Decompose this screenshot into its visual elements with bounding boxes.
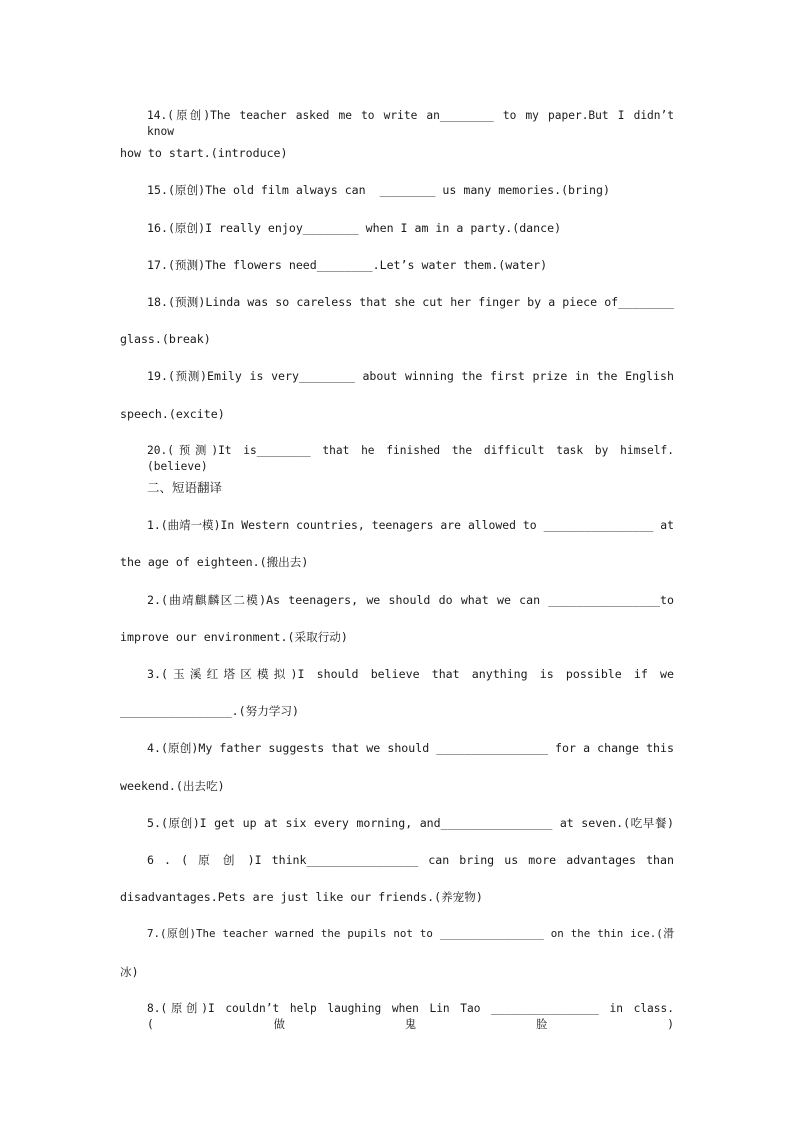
section-heading: 二、短语翻译 — [147, 480, 223, 495]
text-line: 4.(原创)My father suggests that we should ________________ for a change this — [147, 741, 674, 755]
text-line: 7.(原创)The teacher warned the pupils not to ________________ on the thin ice.(滑 — [147, 927, 674, 940]
text-line: ________________.(努力学习) — [120, 704, 299, 718]
text-line: glass.(break) — [120, 332, 211, 346]
text-line: 18.(预测)Linda was so careless that she cut her finger by a piece of________ — [147, 295, 674, 309]
text-line: 6 . ( 原 创 )I think________________ can bring us more advantages than — [147, 853, 674, 867]
text-line: 3.(玉溪红塔区模拟)I should believe that anything is possible if we — [147, 667, 674, 681]
text-line: 19.(预测)Emily is very________ about winning the first prize in the English — [147, 369, 674, 383]
text-line: weekend.(出去吃) — [120, 779, 225, 793]
text-line: the age of eighteen.(搬出去) — [120, 555, 309, 569]
text-line: 1.(曲靖一模)In Western countries, teenagers are allowed to ________________ at — [147, 518, 674, 532]
text-line: how to start.(introduce) — [120, 146, 288, 160]
text-line: 2.(曲靖麒麟区二模)As teenagers, we should do what we can ________________to — [147, 593, 674, 607]
text-line: speech.(excite) — [120, 407, 225, 421]
text-line: 17.(预测)The flowers need________.Let’s water them.(water) — [147, 258, 548, 272]
text-line: 14.(原创)The teacher asked me to write an________ to my paper.But I didn’t know — [147, 109, 674, 138]
text-line: 16.(原创)I really enjoy________ when I am in a party.(dance) — [147, 221, 562, 235]
text-line: 冰) — [120, 965, 139, 979]
text-line: 8.(原创)I couldn’t help laughing when Lin Tao ________________ in class.(做鬼脸) — [147, 1002, 674, 1031]
text-line: improve our environment.(采取行动) — [120, 630, 348, 644]
text-line: 5.(原创)I get up at six every morning, and________________ at seven.(吃早餐) — [147, 816, 674, 830]
text-line: 20.(预测)It is________ that he finished the difficult task by himself.(believe) — [147, 444, 674, 473]
text-line: disadvantages.Pets are just like our friends.(养宠物) — [120, 890, 483, 904]
text-line: 15.(原创)The old film always can ________ us many memories.(bring) — [147, 183, 610, 197]
